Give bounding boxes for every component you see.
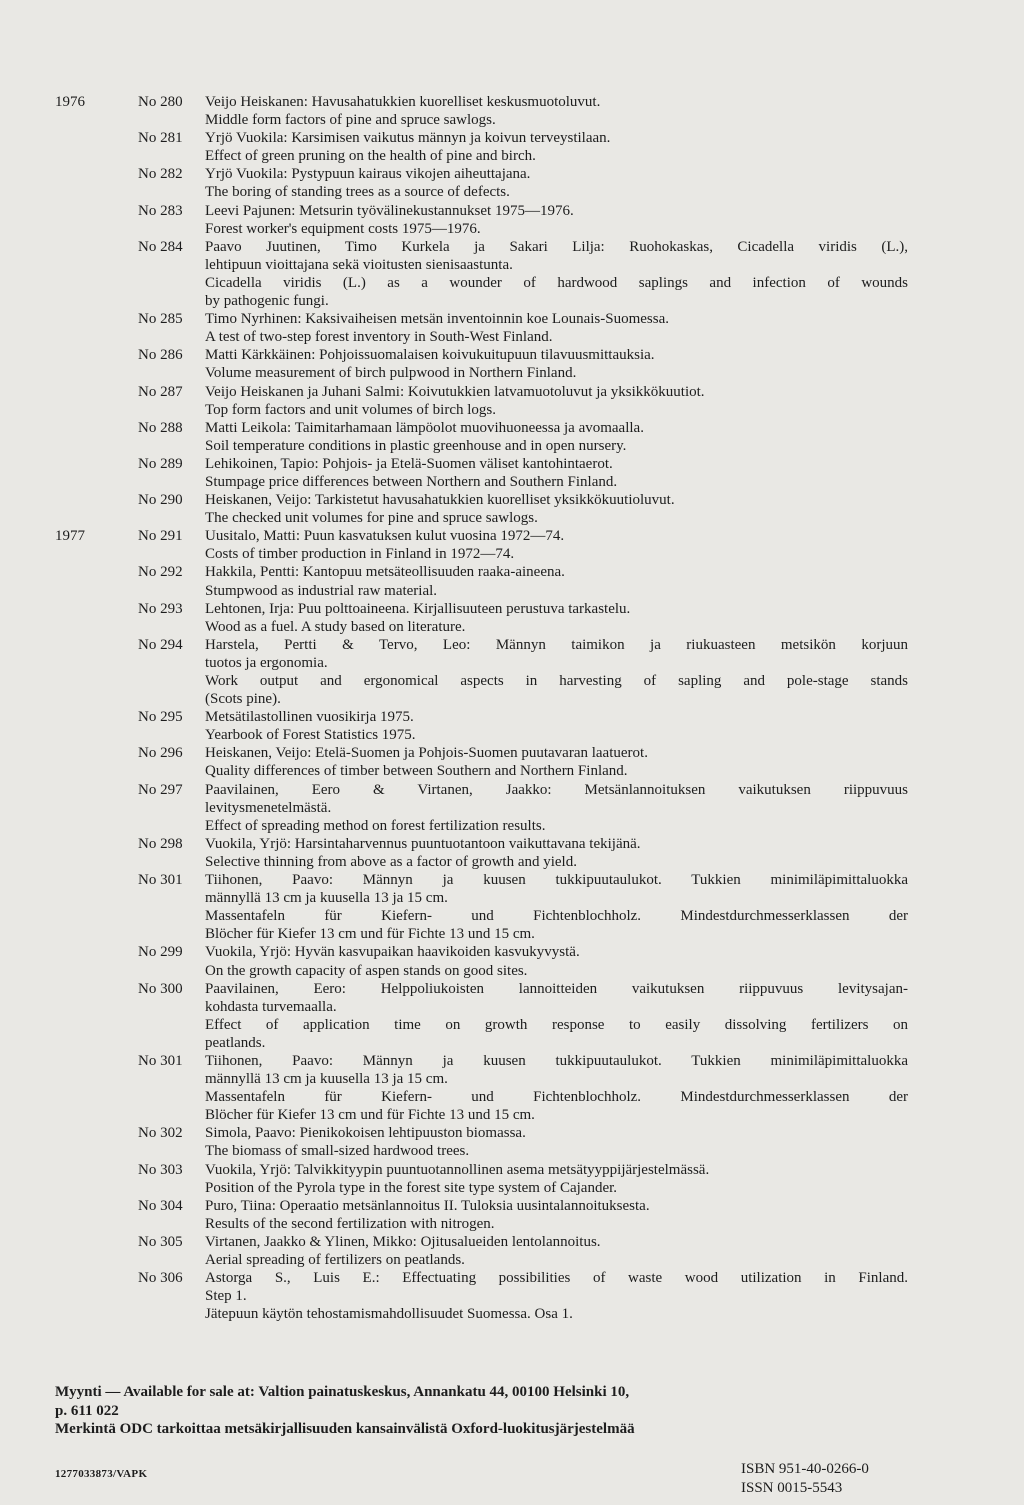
publication-number: No 304 — [138, 1197, 183, 1214]
publication-line: kohdasta turvemaalla. — [205, 998, 337, 1015]
publication-line: Tiihonen, Paavo: Männyn ja kuusen tukkipuutaulukot. Tukkien minimiläpimittaluokka — [205, 872, 908, 889]
publication-number: No 296 — [138, 745, 183, 762]
publication-line: tuotos ja ergonomia. — [205, 654, 328, 671]
publication-line: Paavilainen, Eero & Virtanen, Jaakko: Metsänlannoituksen vaikutuksen riippuvuus — [205, 781, 908, 798]
publication-text — [205, 835, 908, 871]
publication-number: No 285 — [138, 311, 183, 328]
publication-line: Soil temperature conditions in plastic greenhouse and in open nursery. — [205, 437, 627, 454]
publication-line: Top form factors and unit volumes of birch logs. — [205, 401, 496, 418]
publication-text — [205, 1161, 908, 1197]
publication-line: männyllä 13 cm ja kuusella 13 ja 15 cm. — [205, 1071, 448, 1088]
publication-entry — [0, 238, 1024, 310]
publication-entry — [0, 563, 1024, 599]
publication-number: No 287 — [138, 383, 183, 400]
publication-entry — [0, 310, 1024, 346]
publication-number: No 293 — [138, 600, 183, 617]
publication-text — [205, 1233, 908, 1269]
publication-text — [205, 708, 908, 744]
publication-entry — [0, 1197, 1024, 1233]
publication-text — [205, 1124, 908, 1160]
publication-number: No 288 — [138, 419, 183, 436]
publication-line: Position of the Pyrola type in the forest site type system of Cajander. — [205, 1179, 618, 1196]
publication-entry — [0, 383, 1024, 419]
publication-number: No 301 — [138, 872, 183, 889]
publication-text — [205, 980, 908, 1052]
publication-line: Tiihonen, Paavo: Männyn ja kuusen tukkipuutaulukot. Tukkien minimiläpimittaluokka — [205, 1052, 908, 1069]
publication-entry — [0, 1052, 1024, 1124]
publication-line: Yrjö Vuokila: Pystypuun kairaus vikojen aiheuttajana. — [205, 166, 531, 183]
publication-entry — [0, 835, 1024, 871]
publication-text — [205, 744, 908, 780]
publication-text — [205, 93, 908, 129]
publication-line: Quality differences of timber between Southern and Northern Finland. — [205, 763, 628, 780]
publication-entry — [0, 1233, 1024, 1269]
publication-line: Lehtonen, Irja: Puu polttoaineena. Kirjallisuuteen perustuva tarkastelu. — [205, 600, 631, 617]
publication-text — [205, 871, 908, 943]
publication-number: No 280 — [138, 94, 183, 110]
publication-line: Yearbook of Forest Statistics 1975. — [205, 727, 416, 744]
publication-text — [205, 310, 908, 346]
publication-line: Aerial spreading of fertilizers on peatlands. — [205, 1252, 465, 1268]
publication-line: Vuokila, Yrjö: Harsintaharvennus puuntuotantoon vaikuttavana tekijänä. — [205, 835, 641, 852]
publication-line: Timo Nyrhinen: Kaksivaiheisen metsän inventoinnin koe Lounais-Suomessa. — [205, 311, 669, 328]
publication-line: Results of the second fertilization with nitrogen. — [205, 1215, 495, 1232]
publication-entry — [0, 636, 1024, 708]
publication-line: Puro, Tiina: Operaatio metsänlannoitus II. Tuloksia uusintalannoituksesta. — [205, 1197, 650, 1214]
publication-line: Heiskanen, Veijo: Tarkistetut havusahatukkien kuorelliset yksikkökuutioluvut. — [205, 492, 675, 509]
publication-line: Vuokila, Yrjö: Talvikkityypin puuntuotannollinen asema metsätyyppijärjestelmässä. — [205, 1161, 710, 1178]
publication-line: Matti Leikola: Taimitarhamaan lämpöolot muovihuoneessa ja avomaalla. — [205, 419, 644, 436]
publication-text — [205, 491, 908, 527]
publication-number: No 283 — [138, 202, 183, 219]
year-label: 1976 — [55, 94, 85, 110]
publication-line: The boring of standing trees as a source of defects. — [205, 184, 510, 201]
publication-entry — [0, 93, 1024, 129]
publication-line: Lehikoinen, Tapio: Pohjois- ja Etelä-Suomen väliset kantohintaerot. — [205, 455, 613, 472]
publication-entry — [0, 346, 1024, 382]
publication-line: Selective thinning from above as a factor of growth and yield. — [205, 853, 577, 870]
publication-number: No 297 — [138, 781, 183, 798]
publication-number: No 303 — [138, 1161, 183, 1178]
publication-number: No 281 — [138, 130, 183, 147]
publication-entry — [0, 491, 1024, 527]
print-code: 1277033873/VAPK — [55, 1468, 148, 1480]
publication-list — [0, 93, 1024, 1323]
publication-text — [205, 1197, 908, 1233]
publication-text — [205, 383, 908, 419]
publication-line: Blöcher für Kiefer 13 cm und für Fichte 13 und 15 cm. — [205, 1107, 535, 1124]
publication-text — [205, 781, 908, 835]
year-label: 1977 — [55, 528, 85, 545]
publication-text — [205, 527, 908, 563]
publication-number: No 299 — [138, 944, 183, 961]
publication-entry — [0, 129, 1024, 165]
publication-number: No 282 — [138, 166, 183, 183]
publication-line: Wood as a fuel. A study based on literature. — [205, 618, 466, 635]
publication-line: Volume measurement of birch pulpwood in Northern Finland. — [205, 365, 577, 382]
publication-line: Simola, Paavo: Pienikokoisen lehtipuuston biomassa. — [205, 1125, 526, 1142]
publication-text — [205, 202, 908, 238]
publication-number: No 290 — [138, 492, 183, 509]
publication-entry — [0, 202, 1024, 238]
identifiers — [741, 1460, 869, 1497]
publication-line: männyllä 13 cm ja kuusella 13 ja 15 cm. — [205, 890, 448, 907]
publication-line: Veijo Heiskanen: Havusahatukkien kuorelliset keskusmuotoluvut. — [205, 94, 601, 110]
publication-line: Harstela, Pertti & Tervo, Leo: Männyn taimikon ja riukuasteen metsikön korjuun — [205, 636, 908, 653]
publication-line: Jätepuun käytön tehostamismahdollisuudet Suomessa. Osa 1. — [205, 1306, 573, 1323]
publication-entry — [0, 744, 1024, 780]
publication-number: No 292 — [138, 564, 183, 581]
publication-line: Paavo Juutinen, Timo Kurkela ja Sakari Lilja: Ruohokaskas, Cicadella viridis (L.), — [205, 238, 908, 255]
publication-line: Massentafeln für Kiefern- und Fichtenblochholz. Mindestdurchmesserklassen der — [205, 1089, 908, 1106]
publication-line: lehtipuun vioittajana sekä vioitusten sienisaastunta. — [205, 256, 513, 273]
publication-entry — [0, 980, 1024, 1052]
publication-line: Uusitalo, Matti: Puun kasvatuksen kulut vuosina 1972—74. — [205, 528, 565, 545]
publication-line: Hakkila, Pentti: Kantopuu metsäteollisuuden raaka-aineena. — [205, 564, 565, 581]
publication-number: No 300 — [138, 980, 183, 997]
publication-text — [205, 129, 908, 165]
publication-text — [205, 1269, 908, 1323]
publication-number: No 284 — [138, 238, 183, 255]
publication-entry — [0, 1161, 1024, 1197]
publication-line: Vuokila, Yrjö: Hyvän kasvupaikan haavikoiden kasvukyvystä. — [205, 944, 580, 961]
publication-line: Stumpwood as industrial raw material. — [205, 582, 438, 599]
publication-text — [205, 346, 908, 382]
publication-entry — [0, 419, 1024, 455]
publication-number: No 302 — [138, 1125, 183, 1142]
publication-line: levitysmenetelmästä. — [205, 799, 332, 816]
publication-line: Paavilainen, Eero: Helppoliukoisten lannoitteiden vaikutuksen riippuvuus levitysajan- — [205, 980, 908, 997]
isbn: ISBN 951-40-0266-0 — [741, 1461, 869, 1477]
odc-note: Merkintä ODC tarkoittaa metsäkirjallisuuden kansainvälistä Oxford-luokitusjärjestelmää — [55, 1421, 635, 1437]
publication-number: No 301 — [138, 1052, 183, 1069]
publication-line: Stumpage price differences between Northern and Southern Finland. — [205, 473, 618, 490]
publication-text — [205, 455, 908, 491]
sale-info: Myynti — Available for sale at: Valtion painatuskeskus, Annankatu 44, 00100 Helsinki 10, — [55, 1384, 630, 1400]
publication-entry — [0, 1269, 1024, 1323]
publication-number: No 305 — [138, 1233, 183, 1250]
publication-entry — [0, 600, 1024, 636]
publication-line: A test of two-step forest inventory in South-West Finland. — [205, 329, 553, 346]
publication-entry — [0, 455, 1024, 491]
publication-line: by pathogenic fungi. — [205, 293, 329, 310]
publication-text — [205, 943, 908, 979]
publication-text — [205, 165, 908, 201]
publication-entry — [0, 871, 1024, 943]
phone-number: p. 611 022 — [55, 1402, 119, 1419]
publication-line: The checked unit volumes for pine and spruce sawlogs. — [205, 510, 538, 527]
publication-line: The biomass of small-sized hardwood trees. — [205, 1143, 470, 1160]
issn: ISSN 0015-5543 — [741, 1479, 843, 1496]
publication-line: Forest worker's equipment costs 1975—1976. — [205, 220, 481, 237]
publication-line: Costs of timber production in Finland in 1972—74. — [205, 546, 515, 563]
publication-entry — [0, 527, 1024, 563]
publication-text — [205, 238, 908, 310]
publication-line: Veijo Heiskanen ja Juhani Salmi: Koivutukkien latvamuotoluvut ja yksikkökuutiot. — [205, 383, 705, 400]
publication-line: peatlands. — [205, 1034, 266, 1051]
publication-line: Middle form factors of pine and spruce sawlogs. — [205, 112, 496, 129]
publication-number: No 286 — [138, 347, 183, 364]
publication-line: On the growth capacity of aspen stands on good sites. — [205, 962, 528, 979]
footer — [55, 1383, 915, 1439]
publication-line: Massentafeln für Kiefern- und Fichtenblochholz. Mindestdurchmesserklassen der — [205, 908, 908, 925]
publication-number: No 294 — [138, 636, 183, 653]
publication-line: Matti Kärkkäinen: Pohjoissuomalaisen koivukuitupuun tilavuusmittauksia. — [205, 347, 655, 364]
publication-number: No 298 — [138, 835, 183, 852]
publication-line: Work output and ergonomical aspects in harvesting of sapling and pole-stage stands — [205, 673, 908, 689]
publication-text — [205, 600, 908, 636]
publication-line: Leevi Pajunen: Metsurin työvälinekustannukset 1975—1976. — [205, 202, 574, 219]
publication-line: Effect of spreading method on forest fertilization results. — [205, 817, 546, 834]
publication-text — [205, 636, 908, 708]
publication-text — [205, 563, 908, 599]
publication-number: No 291 — [138, 528, 183, 545]
publication-number: No 306 — [138, 1270, 183, 1287]
publication-line: Step 1. — [205, 1288, 247, 1305]
publication-line: Metsätilastollinen vuosikirja 1975. — [205, 709, 414, 726]
publication-line: (Scots pine). — [205, 691, 281, 708]
publication-entry — [0, 781, 1024, 835]
publication-number: No 295 — [138, 709, 183, 726]
publication-entry — [0, 1124, 1024, 1160]
publication-line: Blöcher für Kiefer 13 cm und für Fichte 13 und 15 cm. — [205, 926, 535, 943]
publication-line: Effect of application time on growth response to easily dissolving fertilizers on — [205, 1016, 908, 1033]
publication-line: Yrjö Vuokila: Karsimisen vaikutus männyn ja koivun terveystilaan. — [205, 130, 611, 147]
publication-line: Astorga S., Luis E.: Effectuating possibilities of waste wood utilization in Finland. — [205, 1270, 908, 1287]
publication-text — [205, 419, 908, 455]
publication-number: No 289 — [138, 455, 183, 472]
publication-text — [205, 1052, 908, 1124]
publication-entry — [0, 708, 1024, 744]
publication-line: Cicadella viridis (L.) as a wounder of hardwood saplings and infection of wounds — [205, 274, 908, 291]
publication-entry — [0, 943, 1024, 979]
publication-line: Heiskanen, Veijo: Etelä-Suomen ja Pohjois-Suomen puutavaran laatuerot. — [205, 745, 648, 762]
publication-line: Effect of green pruning on the health of pine and birch. — [205, 148, 536, 165]
publication-entry — [0, 165, 1024, 201]
publication-line: Virtanen, Jaakko & Ylinen, Mikko: Ojitusalueiden lentolannoitus. — [205, 1233, 601, 1250]
